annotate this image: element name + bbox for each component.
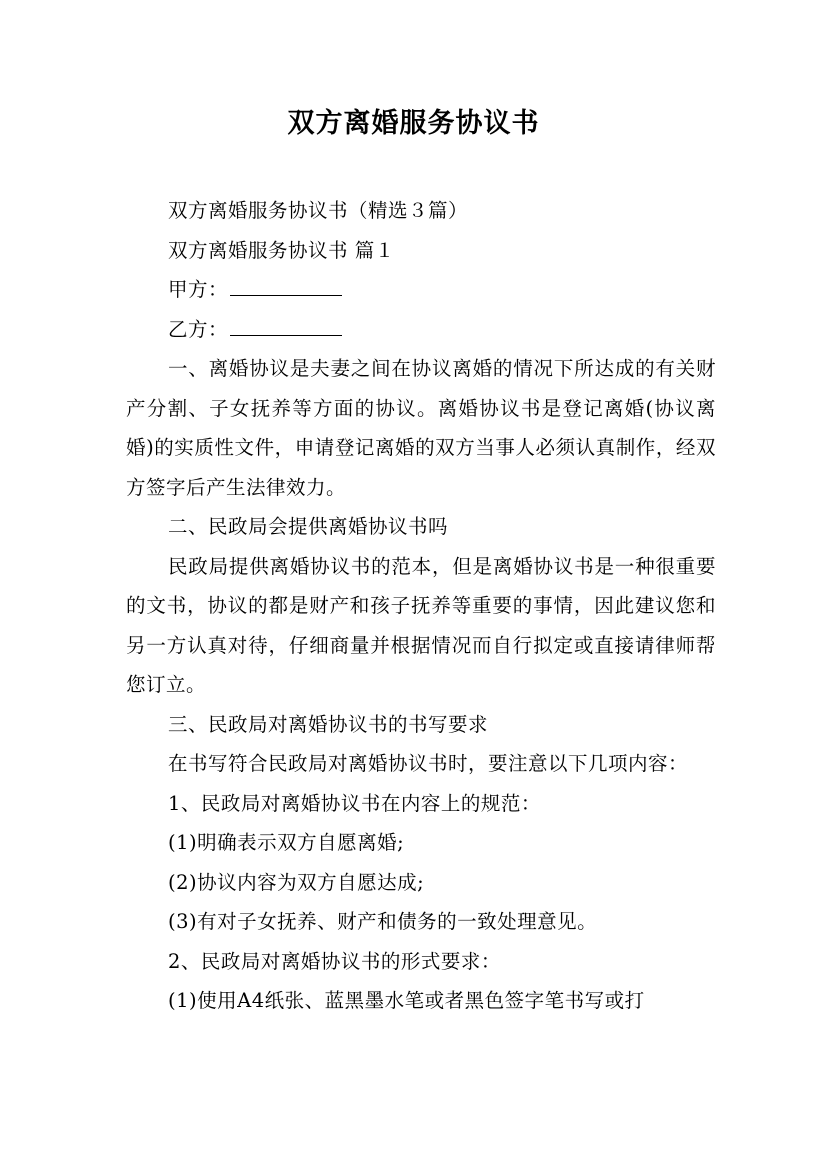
party-a-label: 甲方： — [168, 278, 229, 301]
subtitle: 双方离婚服务协议书（精选３篇） — [168, 199, 469, 222]
requirement-1-heading: 1、民政局对离婚协议书在内容上的规范： — [168, 791, 541, 815]
party-a-line — [126, 270, 716, 310]
requirement-1-item-3: (3)有对子女抚养、财产和债务的一致处理意见。 — [168, 910, 598, 933]
party-b-label: 乙方： — [168, 317, 229, 341]
requirement-1-item-2: (2)协议内容为双方自愿达成; — [168, 870, 425, 894]
section-1-paragraph: 一、离婚协议是夫妻之间在协议离婚的情况下所达成的有关财产分割、子女抚养等方面的协议。离婚协议书是登记离婚(协议离婚)的实质性文件，申请登记离婚的双方当事人必须认真制作，经双方签字后产生法律效力。 — [126, 357, 716, 499]
party-a-blank — [230, 275, 342, 296]
requirement-1-item-1: (1)明确表示双方自愿离婚; — [168, 831, 405, 854]
section-2-paragraph: 民政局提供离婚协议书的范本，但是离婚协议书是一种很重要的文书，协议的都是财产和孩子抚养等重要的事情，因此建议您和另一方认真对待，仔细商量并根据情况而自行拟定或直接请律师帮您订立。 — [126, 554, 716, 696]
document-title: 双方离婚服务协议书 — [287, 108, 540, 139]
section-2-heading: 二、民政局会提供离婚协议书吗 — [168, 515, 449, 538]
requirement-2-item-1: (1)使用A4纸张、蓝黑墨水笔或者黑色签字笔书写或打 — [168, 989, 645, 1012]
party-b-blank — [230, 315, 342, 336]
section-3-paragraph: 在书写符合民政局对离婚协议书时，要注意以下几项内容： — [168, 752, 689, 775]
party-b-line — [126, 310, 716, 350]
section-3-heading: 三、民政局对离婚协议书的书写要求 — [168, 712, 489, 736]
document-body — [126, 191, 716, 1021]
piece-heading: 双方离婚服务协议书 篇１ — [168, 238, 395, 262]
requirement-2-heading: 2、民政局对离婚协议书的形式要求： — [168, 949, 501, 973]
